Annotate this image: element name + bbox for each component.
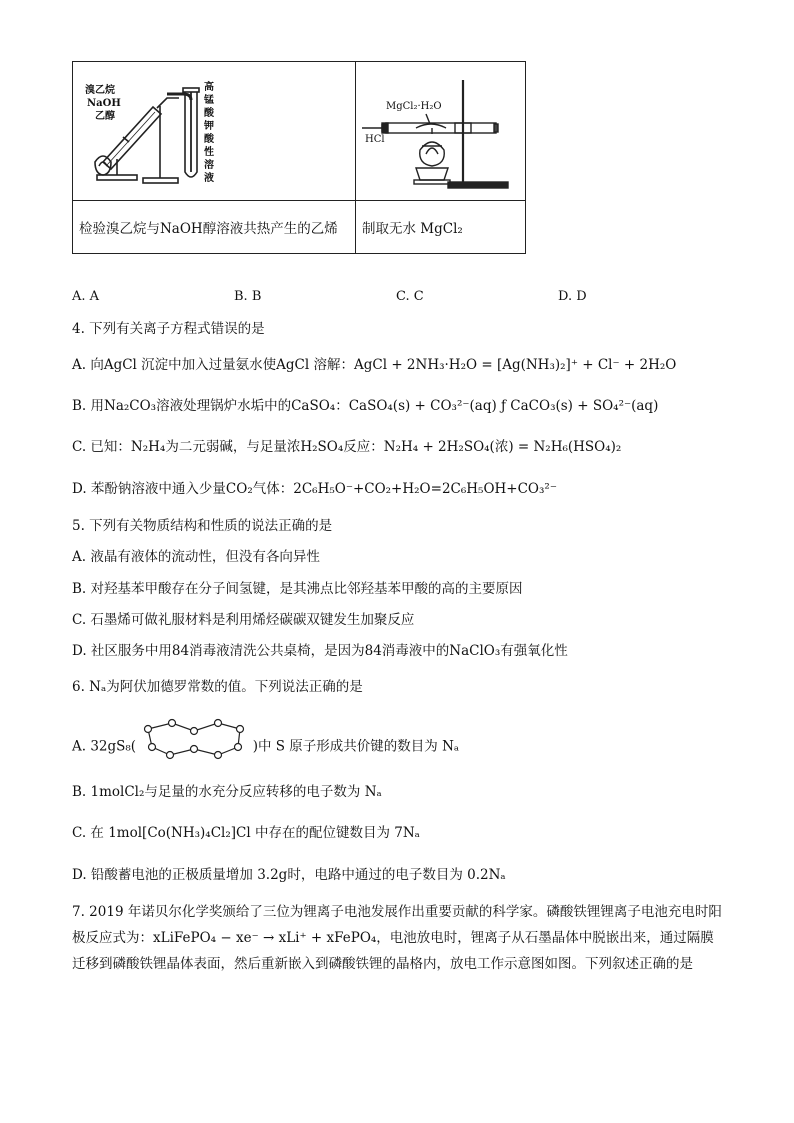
q6-option-a-post: )中 S 原子形成共价键的数目为 Nₐ xyxy=(252,738,460,755)
q5-option-d: D. 社区服务中用84消毒液清洗公共桌椅，是因为84消毒液中的NaClO₃有强氧化性 xyxy=(72,643,568,659)
label-hcl: HCl xyxy=(365,134,385,145)
q4-option-b: B. 用Na₂CO₃溶液处理锅炉水垢中的CaSO₄：CaSO₄(s) + CO₃²⁻(aq) ƒ CaCO₃(s) + SO₄²⁻(aq) xyxy=(72,398,659,414)
label-ethanol: 乙醇 xyxy=(95,111,115,122)
q4-option-a: A. 向AgCl 沉淀中加入过量氨水使AgCl 溶解：AgCl + 2NH₃·H₂O = [Ag(NH₃)₂]⁺ + Cl⁻ + 2H₂O xyxy=(72,357,677,373)
s8-ring-structure xyxy=(142,717,246,763)
q3-option-c: C. C xyxy=(396,289,424,304)
svg-text:酸: 酸 xyxy=(204,134,214,145)
ethylene-test-apparatus-diagram xyxy=(73,62,355,196)
left-caption-cell xyxy=(73,201,356,254)
left-caption: 检验溴乙烷与NaOH醇溶液共热产生的乙烯 xyxy=(79,221,338,237)
anhydrous-mgcl2-apparatus-diagram xyxy=(356,62,525,196)
q6-option-a xyxy=(72,731,459,763)
svg-text:溶: 溶 xyxy=(204,160,214,171)
label-kmno4-vertical xyxy=(203,80,215,184)
svg-text:高: 高 xyxy=(204,82,214,93)
svg-text:酸: 酸 xyxy=(204,108,214,119)
svg-text:性: 性 xyxy=(204,147,214,158)
right-caption-pre: 制取无水 xyxy=(362,221,416,237)
q7-text: 7. 2019 年诺贝尔化学奖颁给了三位为锂离子电池发展作出重要贡献的科学家。磷酸铁锂锂离子电池充电时阳极反应式为：xLiFePO₄ − xe⁻ → xLi⁺ + xFePO₄，电池放电时，锂离子从石墨晶体中脱嵌出来，通过隔膜迁移到磷酸铁锂晶体表面，然后重新嵌入到磷酸铁锂的晶格内，放电工作示意图如图。下列叙述正确的是 xyxy=(72,904,722,972)
q5-stem: 5. 下列有关物质结构和性质的说法正确的是 xyxy=(72,518,333,534)
svg-text:钾: 钾 xyxy=(204,121,214,132)
label-mgcl2-h2o: MgCl₂·H₂O xyxy=(386,101,442,112)
right-caption-cell xyxy=(356,201,526,254)
q6-option-c: C. 在 1mol[Co(NH₃)₄Cl₂]Cl 中存在的配位键数目为 7Nₐ xyxy=(72,825,420,841)
q6-option-d: D. 铅酸蓄电池的正极质量增加 3.2g时，电路中通过的电子数目为 0.2Nₐ xyxy=(72,867,506,883)
q4-option-c: C. 已知：N₂H₄为二元弱碱，与足量浓H₂SO₄反应：N₂H₄ + 2H₂SO₄(浓) = N₂H₆(HSO₄)₂ xyxy=(72,439,622,455)
q6-option-a-pre: A. 32gS₈( xyxy=(72,738,137,755)
q4-stem: 4. 下列有关离子方程式错误的是 xyxy=(72,321,265,337)
apparatus-right-figure xyxy=(356,62,526,201)
right-caption-formula: MgCl₂ xyxy=(420,221,463,237)
q3-option-a: A. A xyxy=(72,289,100,304)
q3-option-b: B. B xyxy=(234,289,262,304)
q5-option-b: B. 对羟基苯甲酸存在分子间氢键，是其沸点比邻羟基苯甲酸的高的主要原因 xyxy=(72,581,523,597)
apparatus-table xyxy=(72,61,526,254)
q6-stem: 6. Nₐ为阿伏加德罗常数的值。下列说法正确的是 xyxy=(72,679,363,695)
label-bromoethane: 溴乙烷 xyxy=(85,85,115,96)
q6-option-b: B. 1molCl₂与足量的水充分反应转移的电子数为 Nₐ xyxy=(72,784,382,800)
svg-text:液: 液 xyxy=(204,173,214,184)
q4-option-d: D. 苯酚钠溶液中通入少量CO₂气体：2C₆H₅O⁻+CO₂+H₂O=2C₆H₅OH+CO₃²⁻ xyxy=(72,481,557,497)
svg-text:锰: 锰 xyxy=(204,95,214,106)
q5-option-a: A. 液晶有液体的流动性，但没有各向异性 xyxy=(72,549,320,565)
q3-option-d: D. D xyxy=(558,289,587,304)
apparatus-left-figure xyxy=(73,62,356,201)
q5-option-c: C. 石墨烯可做礼服材料是利用烯烃碳碳双键发生加聚反应 xyxy=(72,612,415,628)
label-naoh: NaOH xyxy=(87,98,121,109)
